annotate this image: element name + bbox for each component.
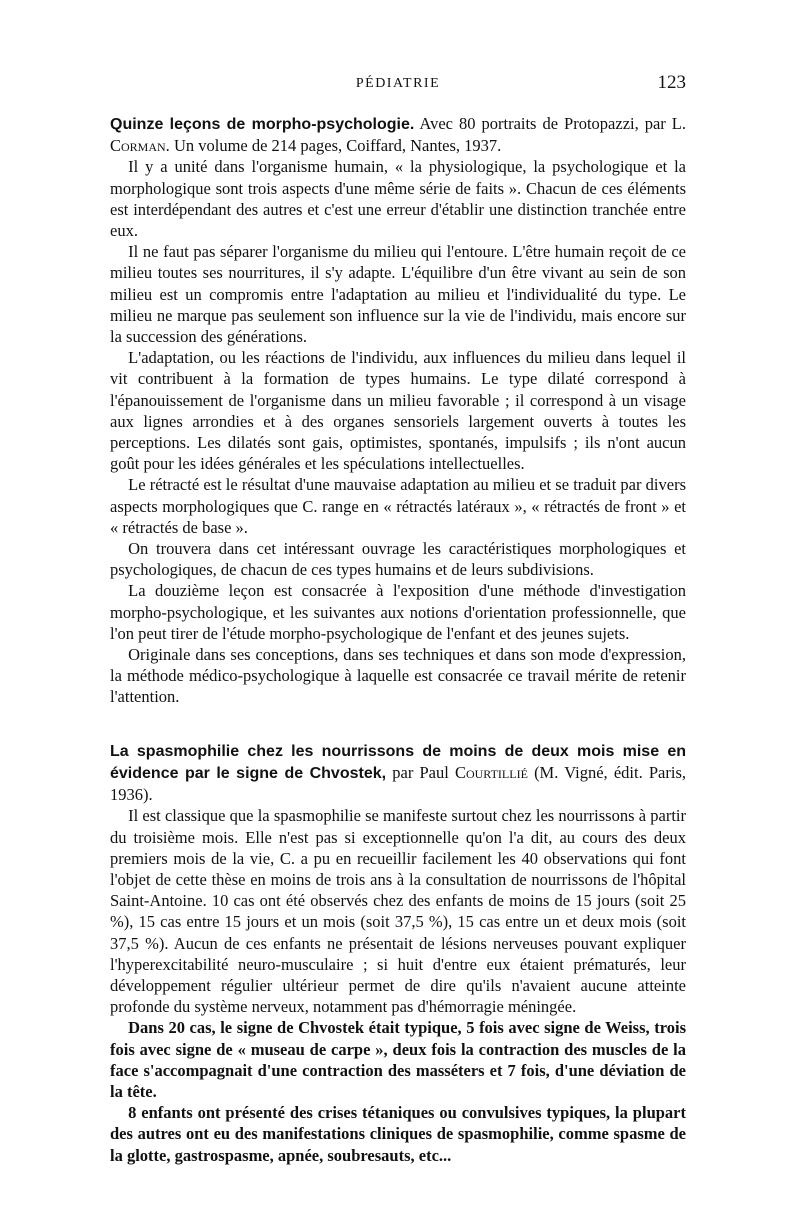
review-spasmophilie <box>110 740 686 1166</box>
paragraph: Il est classique que la spasmophilie se manifeste surtout chez les nourrissons à partir du troisième mois. Elle n'est pas si exceptionnelle qu'on l'a dit, au cours des deux premiers mois de la vie, C. a pu en recueillir facilement les 40 observations qui font l'objet de cette thèse en moins de trois ans à la consultation de nourrissons de l'hôpital Saint-Antoine. 10 cas ont été observés chez des enfants de moins de 15 jours (soit 25 %), 15 cas entre 15 jours et un mois (soit 37,5 %), 15 cas entre un et deux mois (soit 37,5 %). Aucun de ces enfants ne présentait de lésions nerveuses pouvant expliquer l'hyperexcitabilité neuro-musculaire ; si huit d'entre eux étaient prématurés, leur développement régulier ultérieur permet de dire qu'ils n'avaient aucune atteinte profonde du système nerveux, notamment pas d'hémorragie méningée. <box>110 806 686 1017</box>
review-author: Courtillié <box>454 762 528 782</box>
page-number: 123 <box>657 72 686 93</box>
paragraph: La douzième leçon est consacrée à l'exposition d'une méthode d'investigation morpho-psychologique, et les suivantes aux notions d'orientation professionnelle, que l'on peut tirer de l'étude morpho-psychologique de l'enfant et des jeunes sujets. <box>110 581 686 643</box>
review-heading <box>110 113 686 156</box>
running-title: PÉDIATRIE <box>355 76 441 91</box>
citation-text: par Paul <box>386 762 455 782</box>
paragraph: Le rétracté est le résultat d'une mauvaise adaptation au milieu et se traduit par divers aspects morphologiques que C. range en « rétractés latéraux », « rétractés de front » et « rétractés de base ». <box>110 475 686 537</box>
paragraph: L'adaptation, ou les réactions de l'individu, aux influences du milieu dans lequel il vit contribuent à la formation de types humains. Le type dilaté correspond à l'épanouissement de l'organisme dans un milieu favorable ; il correspond à un visage aux lignes arrondies et à des organes sensoriels largement ouverts à toutes les perceptions. Les dilatés sont gais, optimistes, spontanés, impulsifs ; ils n'ont aucun goût pour les idées générales et les spéculations intellectuelles. <box>110 348 686 474</box>
review-heading <box>110 740 686 806</box>
page-content <box>110 113 686 1166</box>
citation-text: (M. Vigné, édit. Paris, 1936). <box>110 762 686 805</box>
paragraph: Il ne faut pas séparer l'organisme du milieu qui l'entoure. L'être humain reçoit de ce milieu toutes ses nourritures, il s'y adapte. L'équilibre d'un être vivant au sein de son milieu est un compromis entre l'adaptation au milieu et l'individualité du type. Le milieu ne marque pas seulement son influence sur la vie de l'individu, mais encore sur la succession des générations. <box>110 242 686 347</box>
review-title: La spasmophilie chez les nourrissons de moins de deux mois mise en évidence par le signe de Chvostek, <box>110 742 686 782</box>
citation-text: Un volume de 214 pages, Coiffard, Nantes, 1937. <box>169 136 502 156</box>
page-header <box>110 72 686 102</box>
review-title: Quinze leçons de morpho-psychologie. <box>110 116 415 133</box>
paragraph: Dans 20 cas, le signe de Chvostek était typique, 5 fois avec signe de Weiss, trois fois avec signe de « museau de carpe », deux fois la contraction des muscles de la face s'accompagnait d'une contraction des masséters et 7 fois, d'une déviation de la tête. <box>110 1018 686 1101</box>
citation-text: Avec 80 portraits de Protopazzi, par L. <box>414 114 687 133</box>
paragraph: On trouvera dans cet intéressant ouvrage les caractéristiques morphologiques et psychologiques, de chacun de ces types humains et de leurs subdivisions. <box>110 539 686 580</box>
paragraph: Originale dans ses conceptions, dans ses techniques et dans son mode d'expression, la méthode médico-psychologique à laquelle est consacrée ce travail mérite de retenir l'attention. <box>110 645 686 707</box>
paragraph: 8 enfants ont présenté des crises tétaniques ou convulsives typiques, la plupart des autres ont eu des manifestations cliniques de spasmophilie, comme spasme de la glotte, gastrospasme, apnée, soubresauts, etc... <box>110 1103 686 1165</box>
review-morpho-psychologie <box>110 113 686 708</box>
review-author: Corman. <box>110 136 170 156</box>
paragraph: Il y a unité dans l'organisme humain, « la physiologique, la psychologique et la morphologique sont trois aspects d'une même série de faits ». Chacun de ces éléments est interdépendant des autres et c'est une erreur d'établir une distinction tranchée entre eux. <box>110 157 686 241</box>
